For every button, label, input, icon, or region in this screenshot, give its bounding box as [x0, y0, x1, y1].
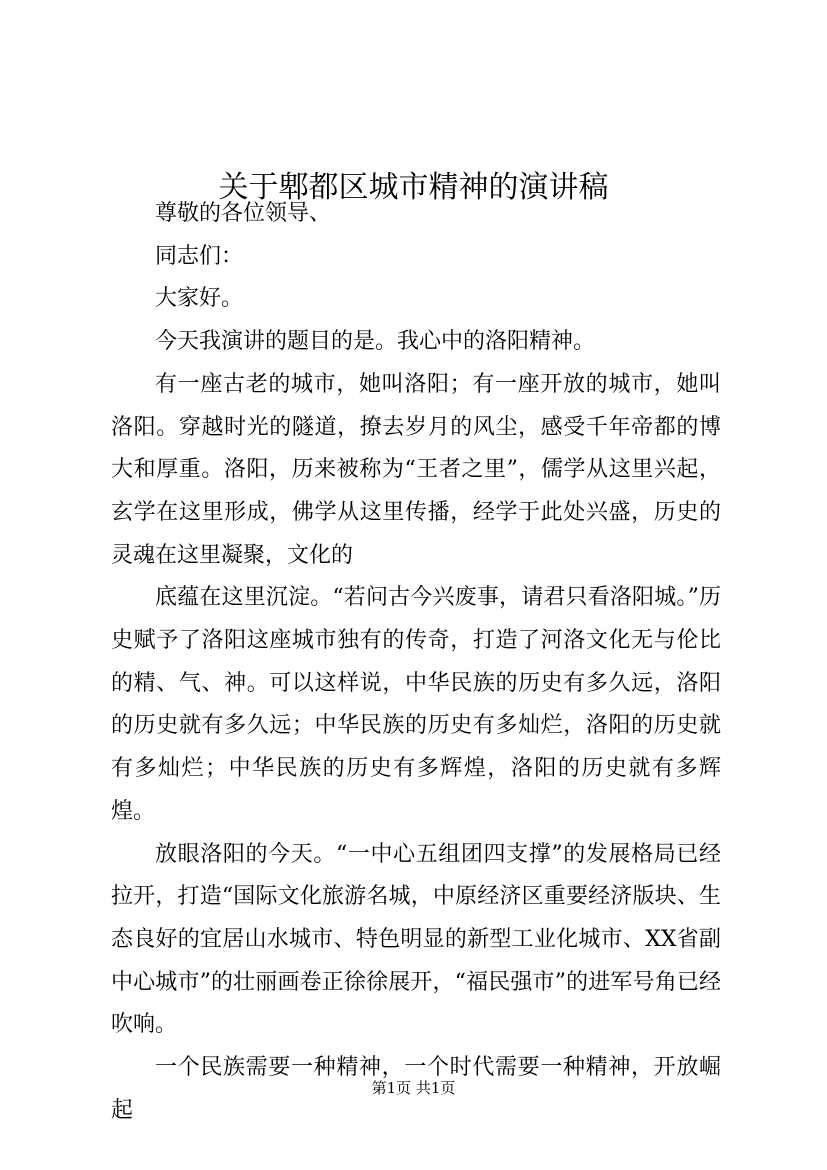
paragraph-topic: 今天我演讲的题目的是。我心中的洛阳精神。: [155, 329, 596, 355]
paragraph-today: 放眼洛阳的今天。“一中心五组团四支撑”的发展格局已经拉开，打造“国际文化旅游名城，中原经济区重要经济版块、生态良好的宜居山水城市、特色明显的新型工业化城市、XX省副中心城市”的壮丽画卷正徐徐展开，“福民强市”的进军号角已经吹响。: [111, 841, 721, 1038]
document-title: 关于郫都区城市精神的演讲稿: [218, 170, 609, 206]
paragraph-greeting: 大家好。: [155, 286, 244, 312]
paragraph-history: 底蕴在这里沉淀。“若问古今兴废事，请君只看洛阳城。”历史赋予了洛阳这座城市独有的传奇，打造了河洛文化无与伦比的精、气、神。可以这样说，中华民族的历史有多久远，洛阳的历史就有多久远；中华民族的历史有多灿烂，洛阳的历史就有多灿烂；中华民族的历史有多辉煌，洛阳的历史就有多辉煌。: [111, 585, 721, 824]
paragraph-ancient-city: 有一座古老的城市，她叫洛阳；有一座开放的城市，她叫洛阳。穿越时光的隧道，撩去岁月的风尘，感受千年帝都的博大和厚重。洛阳，历来被称为“王者之里”，儒学从这里兴起，玄学在这里形成，佛学从这里传播，经学于此处兴盛，历史的灵魂在这里凝聚，文化的: [111, 371, 721, 568]
paragraph-spirit: 一个民族需要一种精神，一个时代需要一种精神，开放崛起: [111, 1055, 721, 1123]
paragraph-comrades: 同志们：: [155, 243, 244, 269]
page-number-footer: 第1页 共1页: [371, 1079, 456, 1097]
document-body: [111, 193, 721, 1132]
paragraph-salutation: 尊敬的各位领导、: [155, 201, 332, 226]
